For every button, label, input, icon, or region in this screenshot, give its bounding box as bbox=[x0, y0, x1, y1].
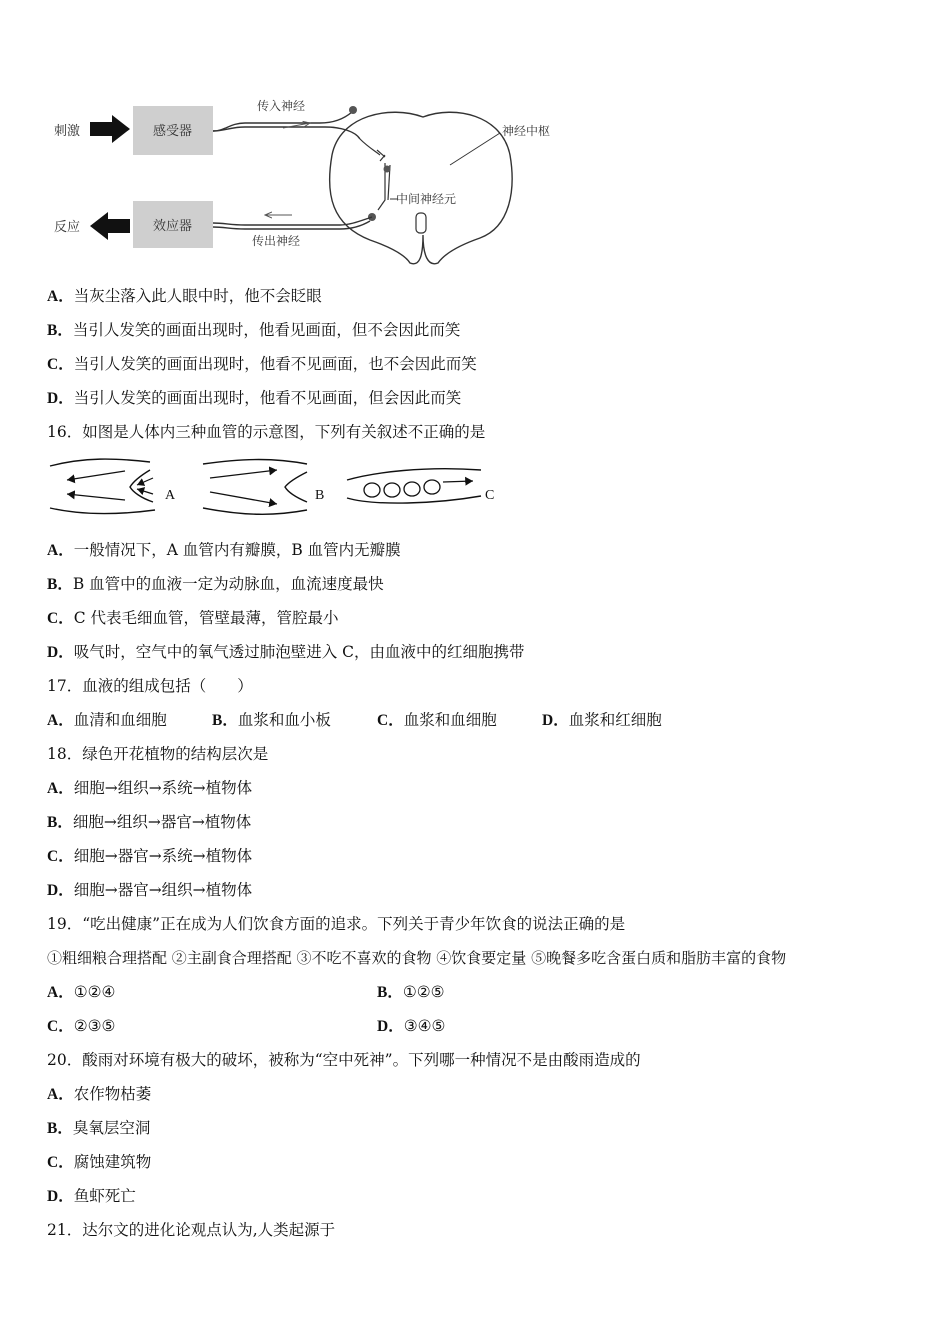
q18-option-a: A．细胞→组织→系统→植物体 bbox=[47, 779, 253, 797]
response-label: 反应 bbox=[54, 220, 81, 235]
q20-option-b: B．臭氧层空洞 bbox=[47, 1119, 151, 1137]
vessel-c-label: C bbox=[485, 488, 495, 503]
q16-stem: 16．如图是人体内三种血管的示意图，下列有关叙述不正确的是 bbox=[47, 423, 486, 441]
q18-option-d: D．细胞→器官→组织→植物体 bbox=[47, 881, 253, 899]
q16-option-d: D．吸气时，空气中的氧气透过肺泡壁进入 C，由血液中的红细胞携带 bbox=[47, 643, 525, 661]
q16-option-c: C．C 代表毛细血管，管壁最薄，管腔最小 bbox=[47, 609, 339, 627]
q20-option-a: A．农作物枯萎 bbox=[47, 1085, 152, 1103]
q17-option-c: C．血浆和血细胞 bbox=[377, 711, 497, 729]
red-blood-cell bbox=[384, 483, 400, 497]
vessel-c bbox=[347, 469, 481, 503]
q17-option-b: B．血浆和血小板 bbox=[212, 711, 331, 729]
q21-stem: 21．达尔文的进化论观点认为,人类起源于 bbox=[47, 1221, 336, 1239]
stimulus-arrow bbox=[90, 115, 130, 143]
nerve-center-label: 神经中枢 bbox=[502, 124, 551, 138]
red-blood-cell bbox=[424, 480, 440, 494]
blood-vessels-figure bbox=[45, 452, 505, 524]
q17-option-a: A．血清和血细胞 bbox=[47, 711, 167, 729]
q17-option-d: D．血浆和红细胞 bbox=[542, 711, 662, 729]
effector-label: 效应器 bbox=[153, 219, 193, 234]
response-arrow bbox=[90, 212, 130, 240]
q15-option-a: A．当灰尘落入此人眼中时，他不会眨眼 bbox=[47, 287, 322, 305]
stimulus-label: 刺激 bbox=[54, 124, 81, 139]
q15-option-c: C．当引人发笑的画面出现时，他看不见画面，也不会因此而笑 bbox=[47, 355, 477, 373]
q19-option-a: A．①②④ bbox=[47, 983, 116, 1001]
red-blood-cell bbox=[364, 483, 380, 497]
q19-stem: 19．“吃出健康”正在成为人们饮食方面的追求。下列关于青少年饮食的说法正确的是 bbox=[47, 915, 626, 933]
interneuron-label: 中间神经元 bbox=[396, 192, 457, 206]
reflex-arc-diagram bbox=[40, 95, 570, 273]
q15-option-d: D．当引人发笑的画面出现时，他看不见画面，但会因此而笑 bbox=[47, 389, 462, 407]
efferent-nerve-label: 传出神经 bbox=[252, 234, 301, 248]
q20-option-d: D．鱼虾死亡 bbox=[47, 1187, 136, 1205]
q20-option-c: C．腐蚀建筑物 bbox=[47, 1153, 152, 1171]
q20-stem: 20．酸雨对环境有极大的破坏，被称为“空中死神”。下列哪一种情况不是由酸雨造成的 bbox=[47, 1051, 641, 1069]
q18-option-b: B．细胞→组织→器官→植物体 bbox=[47, 813, 252, 831]
q16-option-b: B．B 血管中的血液一定为动脉血，血流速度最快 bbox=[47, 575, 384, 593]
red-blood-cell bbox=[404, 482, 420, 496]
q19-statements: ①粗细粮合理搭配 ②主副食合理搭配 ③不吃不喜欢的食物 ④饮食要定量 ⑤晚餐多吃含蛋白质和脂肪丰富的食物 bbox=[47, 949, 787, 967]
vessel-b bbox=[203, 460, 307, 515]
q17-stem: 17．血液的组成包括（ ） bbox=[47, 677, 253, 695]
q17-options bbox=[47, 710, 662, 731]
afferent-nerve-label: 传入神经 bbox=[257, 99, 306, 113]
receptor-label: 感受器 bbox=[153, 124, 193, 139]
q18-option-c: C．细胞→器官→系统→植物体 bbox=[47, 847, 253, 865]
vessel-a bbox=[50, 459, 155, 513]
q16-option-a: A．一般情况下，A 血管内有瓣膜，B 血管内无瓣膜 bbox=[47, 541, 401, 559]
q19-option-c: C．②③⑤ bbox=[47, 1017, 116, 1035]
vessel-b-label: B bbox=[315, 488, 325, 503]
q19-option-d: D．③④⑤ bbox=[377, 1017, 446, 1035]
q18-stem: 18．绿色开花植物的结构层次是 bbox=[47, 745, 269, 763]
q15-option-b: B．当引人发笑的画面出现时，他看见画面，但不会因此而笑 bbox=[47, 321, 461, 339]
vessel-a-label: A bbox=[165, 488, 176, 503]
q19-option-b: B．①②⑤ bbox=[377, 983, 445, 1001]
